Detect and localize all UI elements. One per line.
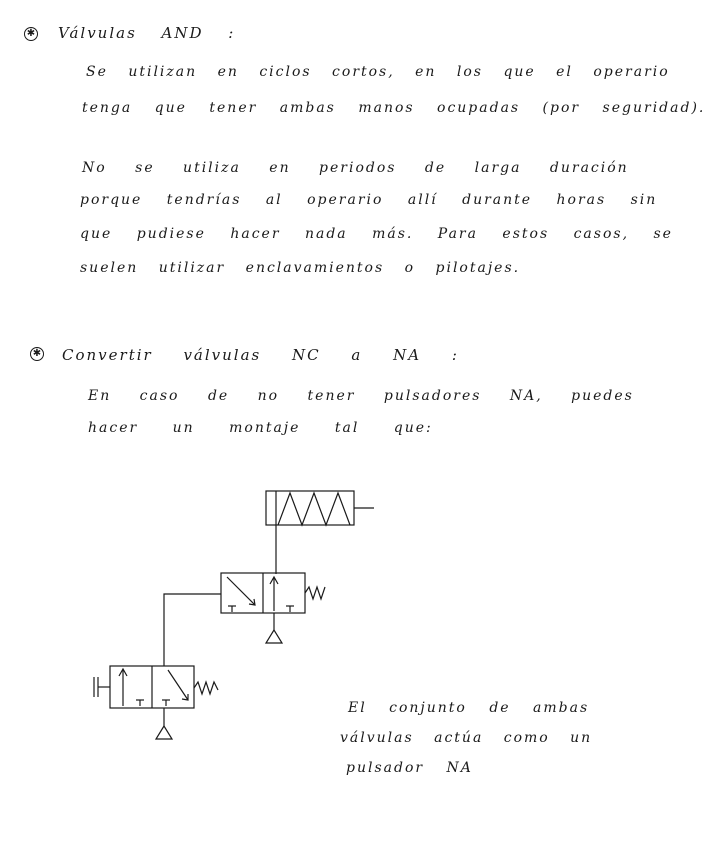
text-line: No se utiliza en periodos de larga duración xyxy=(82,160,629,176)
text-line: En caso de no tener pulsadores NA, puedes xyxy=(88,388,634,404)
diagram-caption-line: El conjunto de ambas xyxy=(348,700,590,716)
diagram-caption-line: válvulas actúa como un xyxy=(340,730,593,746)
connecting-line xyxy=(164,594,221,666)
diagram-caption-line: pulsador NA xyxy=(346,760,473,776)
section-title-convert-valves: Convertir válvulas NC a NA : xyxy=(62,346,459,364)
text-line: suelen utilizar enclavamientos o pilotajes. xyxy=(80,260,521,276)
bullet-icon: ✱ xyxy=(24,27,38,41)
text-line: hacer un montaje tal que: xyxy=(88,420,433,436)
upper-valve xyxy=(221,573,325,643)
bullet-icon: ✱ xyxy=(30,347,44,361)
spring-actuator-block xyxy=(266,491,374,525)
text-line: que pudiese hacer nada más. Para estos casos, se xyxy=(80,226,673,242)
text-line: Se utilizan en ciclos cortos, en los que el operario xyxy=(86,64,670,80)
lower-valve xyxy=(94,666,218,739)
section-title-and-valves: Válvulas AND : xyxy=(58,24,236,42)
text-line: porque tendrías al operario allí durante horas sin xyxy=(80,192,658,208)
text-line: tenga que tener ambas manos ocupadas (por seguridad). xyxy=(82,100,705,116)
